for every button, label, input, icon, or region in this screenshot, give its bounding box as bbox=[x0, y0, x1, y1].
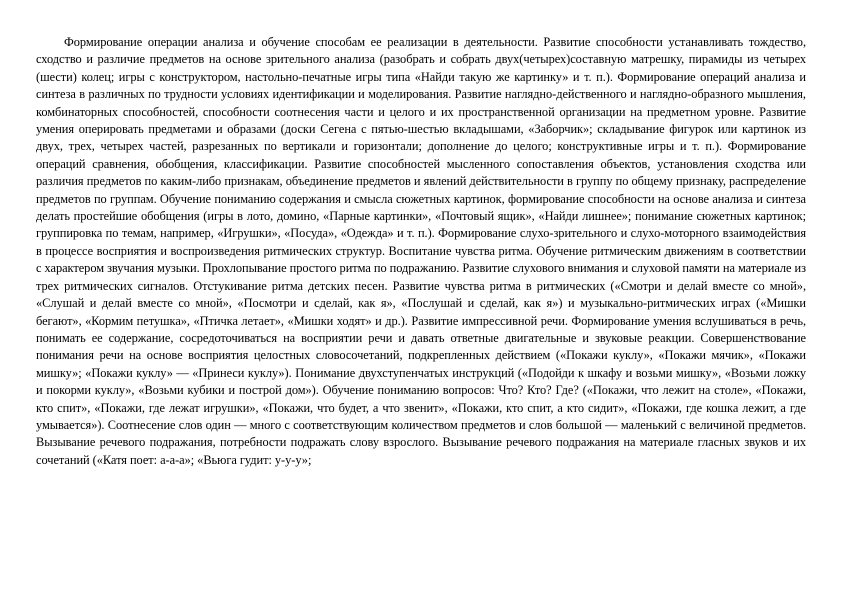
body-paragraph: Формирование операции анализа и обучение способам ее реализации в деятельности. Развитие способности устанавливать тождество, сходство и различие предметов на основе зрительного анализа (разобрать и собрать двух(четырех)составную матрешку, пирамиды из четырех (шести) колец; игры с конструктором, настольно-печатные игры типа «Найди такую же картинку» и т. п.). Формирование операций анализа и синтеза в различных по трудности условиях идентификации и моделирования. Развитие наглядно-действенного и наглядно-образного мышления, комбинаторных способностей, способности соотнесения части и целого и их пространственной организации на предметном уровне. Развитие умения оперировать предметами и образами (доски Сегена с пятью-шестью вкладышами, «Заборчик»; складывание фигурок или картинок из двух, трех, четырех частей, разрезанных по вертикали и горизонтали; дополнение до целого; конструктивные игры и т. п.). Формирование операций сравнения, обобщения, классификации. Развитие способностей мысленного сопоставления объектов, установления сходства или различия предметов по каким-либо признакам, объединение предметов и явлений действительности в группу по общему признаку, распределение предметов по группам. Обучение пониманию содержания и смысла сюжетных картинок, формирование способности на основе анализа и синтеза делать простейшие обобщения (игры в лото, домино, «Парные картинки», «Почтовый ящик», «Найди лишнее»; понимание сюжетных картинок; группировка по темам, например, «Игрушки», «Посуда», «Одежда» и т. п.). Формирование слухо-зрительного и слухо-моторного взаимодействия в процессе восприятия и воспроизведения ритмических структур. Воспитание чувства ритма. Обучение ритмическим движениям в соответствии с характером звучания музыки. Прохлопывание простого ритма по подражанию. Развитие слухового внимания и слуховой памяти на материале из трех ритмических сигналов. Отстукивание ритма детских песен. Развитие чувства ритма в ритмических («Смотри и делай вместе со мной», «Слушай и делай вместе со мной», «Посмотри и сделай, как я», «Послушай и сделай, как я») и музыкально-ритмических играх («Мишки бегают», «Кормим петушка», «Птичка летает», «Мишки ходят» и др.). Развитие импрессивной речи. Формирование умения вслушиваться в речь, понимать ее содержание, сосредоточиваться на восприятии речи и давать ответные двигательные и звуковые реакции. Совершенствование понимания речи на основе восприятия целостных словосочетаний, подкрепленных действием («Покажи куклу», «Покажи мячик», «Покажи мишку»; «Покажи куклу» — «Принеси куклу»). Понимание двухступенчатых инструкций («Подойди к шкафу и возьми мишку», «Возьми ложку и покорми куклу», «Возьми кубики и построй дом»). Обучение пониманию вопросов: Что? Кто? Где? («Покажи, что лежит на столе», «Покажи, кто спит», «Покажи, где лежат игрушки», «Покажи, что будет, а что звенит», «Покажи, кто спит, а кто сидит», «Покажи, где кошка лежит, а где умывается»). Соотнесение слов один — много с соответствующим количеством предметов и слов большой — маленький с величиной предметов. Вызывание речевого подражания, потребности подражать слову взрослого. Вызывание речевого подражания на материале гласных звуков и их сочетаний («Катя поет: а-а-а»; «Вьюга гудит: у-у-у»; bbox=[36, 35, 806, 467]
document-page bbox=[36, 34, 806, 554]
